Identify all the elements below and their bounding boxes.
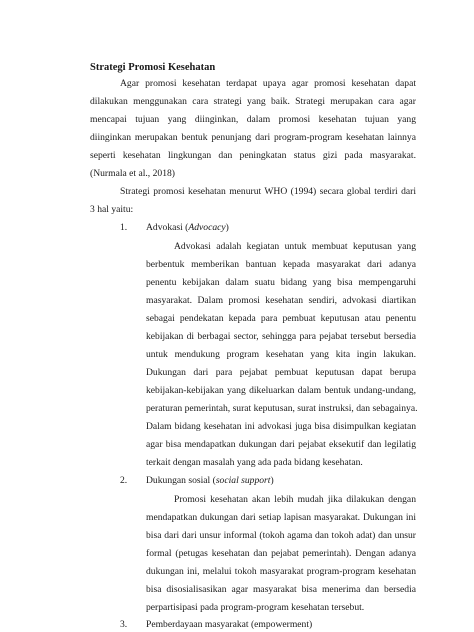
list-number: 3. [120, 619, 128, 630]
item-text-line: kebijakan-kebijakan yang dikeluarkan dalam bentuk undang-undang, [146, 385, 416, 396]
list-number: 1. [120, 222, 128, 233]
item-text-line: kebijakan di berbagai sector, sehingga para pejabat tersebut bersedia [146, 331, 416, 342]
item-text-line: Promosi kesehatan akan lebih mudah jika dilakukan dengan [174, 494, 416, 505]
intro-line: seperti kesehatan lingkungan dan peningkatan status gizi pada masyarakat. [90, 150, 416, 161]
who-line: Strategi promosi kesehatan menurut WHO (1994) secara global terdiri dari [120, 186, 416, 197]
item-text-line: formal (petugas kesehatan dan pejabat pemerintah). Dengan adanya [146, 548, 416, 559]
item-text-line: agar bisa mendapatkan dukungan dari pejabat eksekutif dan legilatig [146, 439, 416, 450]
intro-line: mencapai tujuan yang diinginkan, dalam promosi kesehatan tujuan yang [90, 114, 416, 125]
who-line: 3 hal yaitu: [90, 204, 134, 215]
item-text-line: bisa dari dari unsur informal (tokoh agama dan tokoh adat) dan unsur [146, 530, 416, 541]
list-number: 2. [120, 475, 128, 486]
intro-line: diinginkan merupakan bentuk penunjang dari program-program kesehatan lainnya [90, 132, 416, 143]
item-text-line: peraturan pemerintah, surat keputusan, surat instruksi, dan sebagainya. [146, 403, 418, 414]
item-text-line: mendapatkan dukungan dari setiap lapisan masyarakat. Dukungan ini [146, 512, 416, 523]
intro-line: (Nurmala et al., 2018) [90, 168, 175, 179]
item-text-line: untuk mendukung program kesehatan yang kita ingin lakukan. [146, 349, 416, 360]
item-text-line: Advokasi adalah kegiatan untuk membuat keputusan yang [174, 241, 416, 252]
item-heading: Advokasi (Advocacy) [146, 222, 229, 233]
item-text-line: Dukungan dari para pejabat pembuat keputusan dapat berupa [146, 367, 416, 378]
item-text-line: sebagai pendekatan kepada para pembuat keputusan atau penentu [146, 313, 416, 324]
document-title: Strategi Promosi Kesehatan [90, 62, 216, 73]
item-text-line: terkait dengan masalah yang ada pada bidang kesehatan. [146, 457, 363, 468]
item-text-line: bisa disosialisasikan agar masyarakat bisa menerima dan bersedia [146, 584, 416, 595]
intro-line: Agar promosi kesehatan terdapat upaya agar promosi kesehatan dapat [120, 78, 416, 89]
item-text-line: dukungan ini, melalui tokoh masyarakat program-program kesehatan [146, 566, 416, 577]
item-text-line: perpartisipasi pada program-program kesehatan tersebut. [146, 602, 365, 613]
item-text-line: Dalam bidang kesehatan ini advokasi juga bisa disimpulkan kegiatan [146, 421, 416, 432]
intro-line: dilakukan menggunakan cara strategi yang baik. Strategi merupakan cara agar [90, 96, 416, 107]
item-text-line: masyarakat. Dalam promosi kesehatan sendiri, advokasi diartikan [146, 295, 416, 306]
item-heading: Dukungan sosial (social support) [146, 475, 274, 486]
item-text-line: berbentuk memberikan bantuan kepada masyarakat dari adanya [146, 259, 416, 270]
item-text-line: penentu kebijakan dalam suatu bidang yang bisa mempengaruhi [146, 277, 416, 288]
item-heading: Pemberdayaan masyarakat (empowerment) [146, 619, 313, 630]
